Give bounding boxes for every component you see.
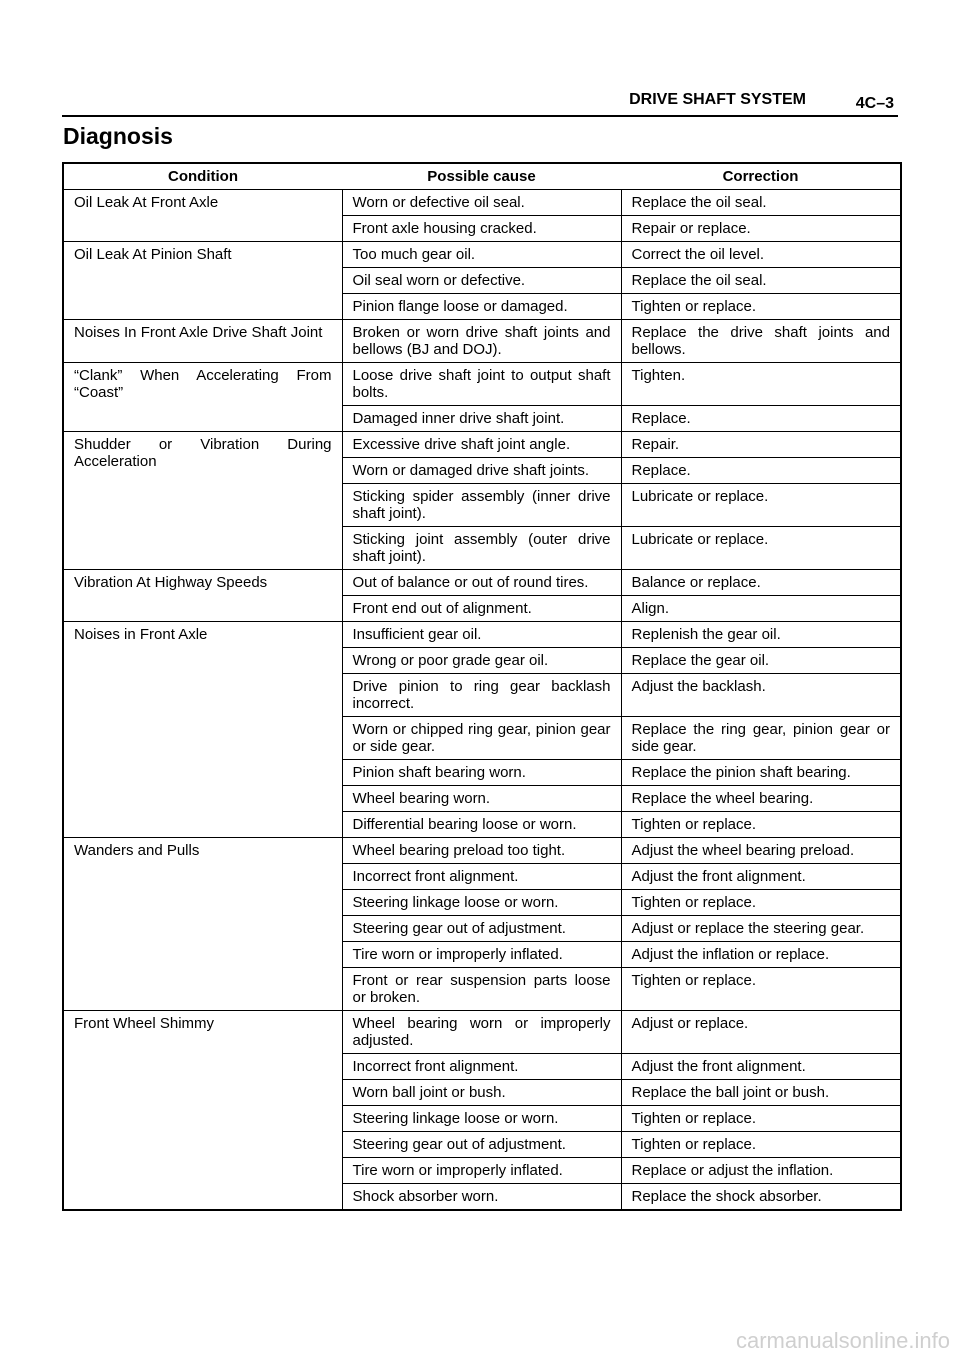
table-header-row [63, 163, 901, 190]
column-header-possible-cause: Possible cause [342, 163, 621, 190]
correction-cell: Replace the wheel bearing. [621, 786, 901, 812]
possible-cause-cell: Sticking joint assembly (outer drive shaft joint). [342, 527, 621, 570]
correction-cell: Adjust the backlash. [621, 674, 901, 717]
condition-cell: Oil Leak At Pinion Shaft [63, 242, 342, 320]
possible-cause-cell: Worn ball joint or bush. [342, 1080, 621, 1106]
possible-cause-cell: Too much gear oil. [342, 242, 621, 268]
correction-cell: Adjust or replace. [621, 1011, 901, 1054]
correction-cell: Replace the drive shaft joints and bellows. [621, 320, 901, 363]
correction-cell: Tighten or replace. [621, 294, 901, 320]
table-row [63, 432, 901, 458]
possible-cause-cell: Excessive drive shaft joint angle. [342, 432, 621, 458]
possible-cause-cell: Drive pinion to ring gear backlash incorrect. [342, 674, 621, 717]
possible-cause-cell: Worn or chipped ring gear, pinion gear or side gear. [342, 717, 621, 760]
correction-cell: Lubricate or replace. [621, 527, 901, 570]
correction-cell: Adjust or replace the steering gear. [621, 916, 901, 942]
possible-cause-cell: Front end out of alignment. [342, 596, 621, 622]
correction-cell: Tighten. [621, 363, 901, 406]
table-row [63, 570, 901, 596]
correction-cell: Align. [621, 596, 901, 622]
possible-cause-cell: Insufficient gear oil. [342, 622, 621, 648]
condition-cell: “Clank” When Accelerating From “Coast” [63, 363, 342, 432]
possible-cause-cell: Pinion flange loose or damaged. [342, 294, 621, 320]
possible-cause-cell: Steering gear out of adjustment. [342, 916, 621, 942]
correction-cell: Adjust the wheel bearing preload. [621, 838, 901, 864]
table-row [63, 190, 901, 216]
condition-cell: Vibration At Highway Speeds [63, 570, 342, 622]
condition-cell: Oil Leak At Front Axle [63, 190, 342, 242]
correction-cell: Replace. [621, 406, 901, 432]
correction-cell: Lubricate or replace. [621, 484, 901, 527]
possible-cause-cell: Wrong or poor grade gear oil. [342, 648, 621, 674]
watermark: carmanualsonline.info [735, 1328, 950, 1353]
possible-cause-cell: Front or rear suspension parts loose or broken. [342, 968, 621, 1011]
table-row [63, 622, 901, 648]
possible-cause-cell: Tire worn or improperly inflated. [342, 942, 621, 968]
possible-cause-cell: Damaged inner drive shaft joint. [342, 406, 621, 432]
correction-cell: Tighten or replace. [621, 890, 901, 916]
possible-cause-cell: Out of balance or out of round tires. [342, 570, 621, 596]
possible-cause-cell: Loose drive shaft joint to output shaft bolts. [342, 363, 621, 406]
possible-cause-cell: Sticking spider assembly (inner drive shaft joint). [342, 484, 621, 527]
possible-cause-cell: Worn or defective oil seal. [342, 190, 621, 216]
correction-cell: Balance or replace. [621, 570, 901, 596]
table-body [63, 190, 901, 1211]
table-row [63, 363, 901, 406]
correction-cell: Replace the ball joint or bush. [621, 1080, 901, 1106]
section-name: DRIVE SHAFT SYSTEM [629, 91, 806, 108]
correction-cell: Adjust the inflation or replace. [621, 942, 901, 968]
possible-cause-cell: Shock absorber worn. [342, 1184, 621, 1211]
table-row [63, 1011, 901, 1054]
column-header-correction: Correction [621, 163, 901, 190]
condition-cell: Noises in Front Axle [63, 622, 342, 838]
possible-cause-cell: Pinion shaft bearing worn. [342, 760, 621, 786]
correction-cell: Tighten or replace. [621, 812, 901, 838]
table-row [63, 838, 901, 864]
page-header [62, 89, 898, 117]
possible-cause-cell: Wheel bearing worn or improperly adjusted. [342, 1011, 621, 1054]
possible-cause-cell: Steering gear out of adjustment. [342, 1132, 621, 1158]
possible-cause-cell: Front axle housing cracked. [342, 216, 621, 242]
condition-cell: Noises In Front Axle Drive Shaft Joint [63, 320, 342, 363]
diagnosis-table [62, 162, 902, 1211]
condition-cell: Front Wheel Shimmy [63, 1011, 342, 1211]
correction-cell: Replace the pinion shaft bearing. [621, 760, 901, 786]
page-title: Diagnosis [63, 123, 173, 149]
possible-cause-cell: Wheel bearing preload too tight. [342, 838, 621, 864]
correction-cell: Correct the oil level. [621, 242, 901, 268]
condition-cell: Shudder or Vibration During Acceleration [63, 432, 342, 570]
correction-cell: Replace the oil seal. [621, 190, 901, 216]
possible-cause-cell: Differential bearing loose or worn. [342, 812, 621, 838]
possible-cause-cell: Worn or damaged drive shaft joints. [342, 458, 621, 484]
table-row [63, 242, 901, 268]
correction-cell: Replace the ring gear, pinion gear or side gear. [621, 717, 901, 760]
column-header-condition: Condition [63, 163, 342, 190]
correction-cell: Adjust the front alignment. [621, 1054, 901, 1080]
correction-cell: Tighten or replace. [621, 1132, 901, 1158]
correction-cell: Tighten or replace. [621, 1106, 901, 1132]
correction-cell: Tighten or replace. [621, 968, 901, 1011]
possible-cause-cell: Steering linkage loose or worn. [342, 1106, 621, 1132]
correction-cell: Replace the gear oil. [621, 648, 901, 674]
possible-cause-cell: Tire worn or improperly inflated. [342, 1158, 621, 1184]
correction-cell: Adjust the front alignment. [621, 864, 901, 890]
possible-cause-cell: Incorrect front alignment. [342, 1054, 621, 1080]
correction-cell: Replace or adjust the inflation. [621, 1158, 901, 1184]
page-number: 4C–3 [855, 95, 894, 112]
correction-cell: Repair. [621, 432, 901, 458]
possible-cause-cell: Incorrect front alignment. [342, 864, 621, 890]
correction-cell: Replace the shock absorber. [621, 1184, 901, 1211]
correction-cell: Replace. [621, 458, 901, 484]
correction-cell: Replace the oil seal. [621, 268, 901, 294]
possible-cause-cell: Oil seal worn or defective. [342, 268, 621, 294]
table-row [63, 320, 901, 363]
correction-cell: Replenish the gear oil. [621, 622, 901, 648]
possible-cause-cell: Wheel bearing worn. [342, 786, 621, 812]
condition-cell: Wanders and Pulls [63, 838, 342, 1011]
possible-cause-cell: Steering linkage loose or worn. [342, 890, 621, 916]
possible-cause-cell: Broken or worn drive shaft joints and bellows (BJ and DOJ). [342, 320, 621, 363]
correction-cell: Repair or replace. [621, 216, 901, 242]
